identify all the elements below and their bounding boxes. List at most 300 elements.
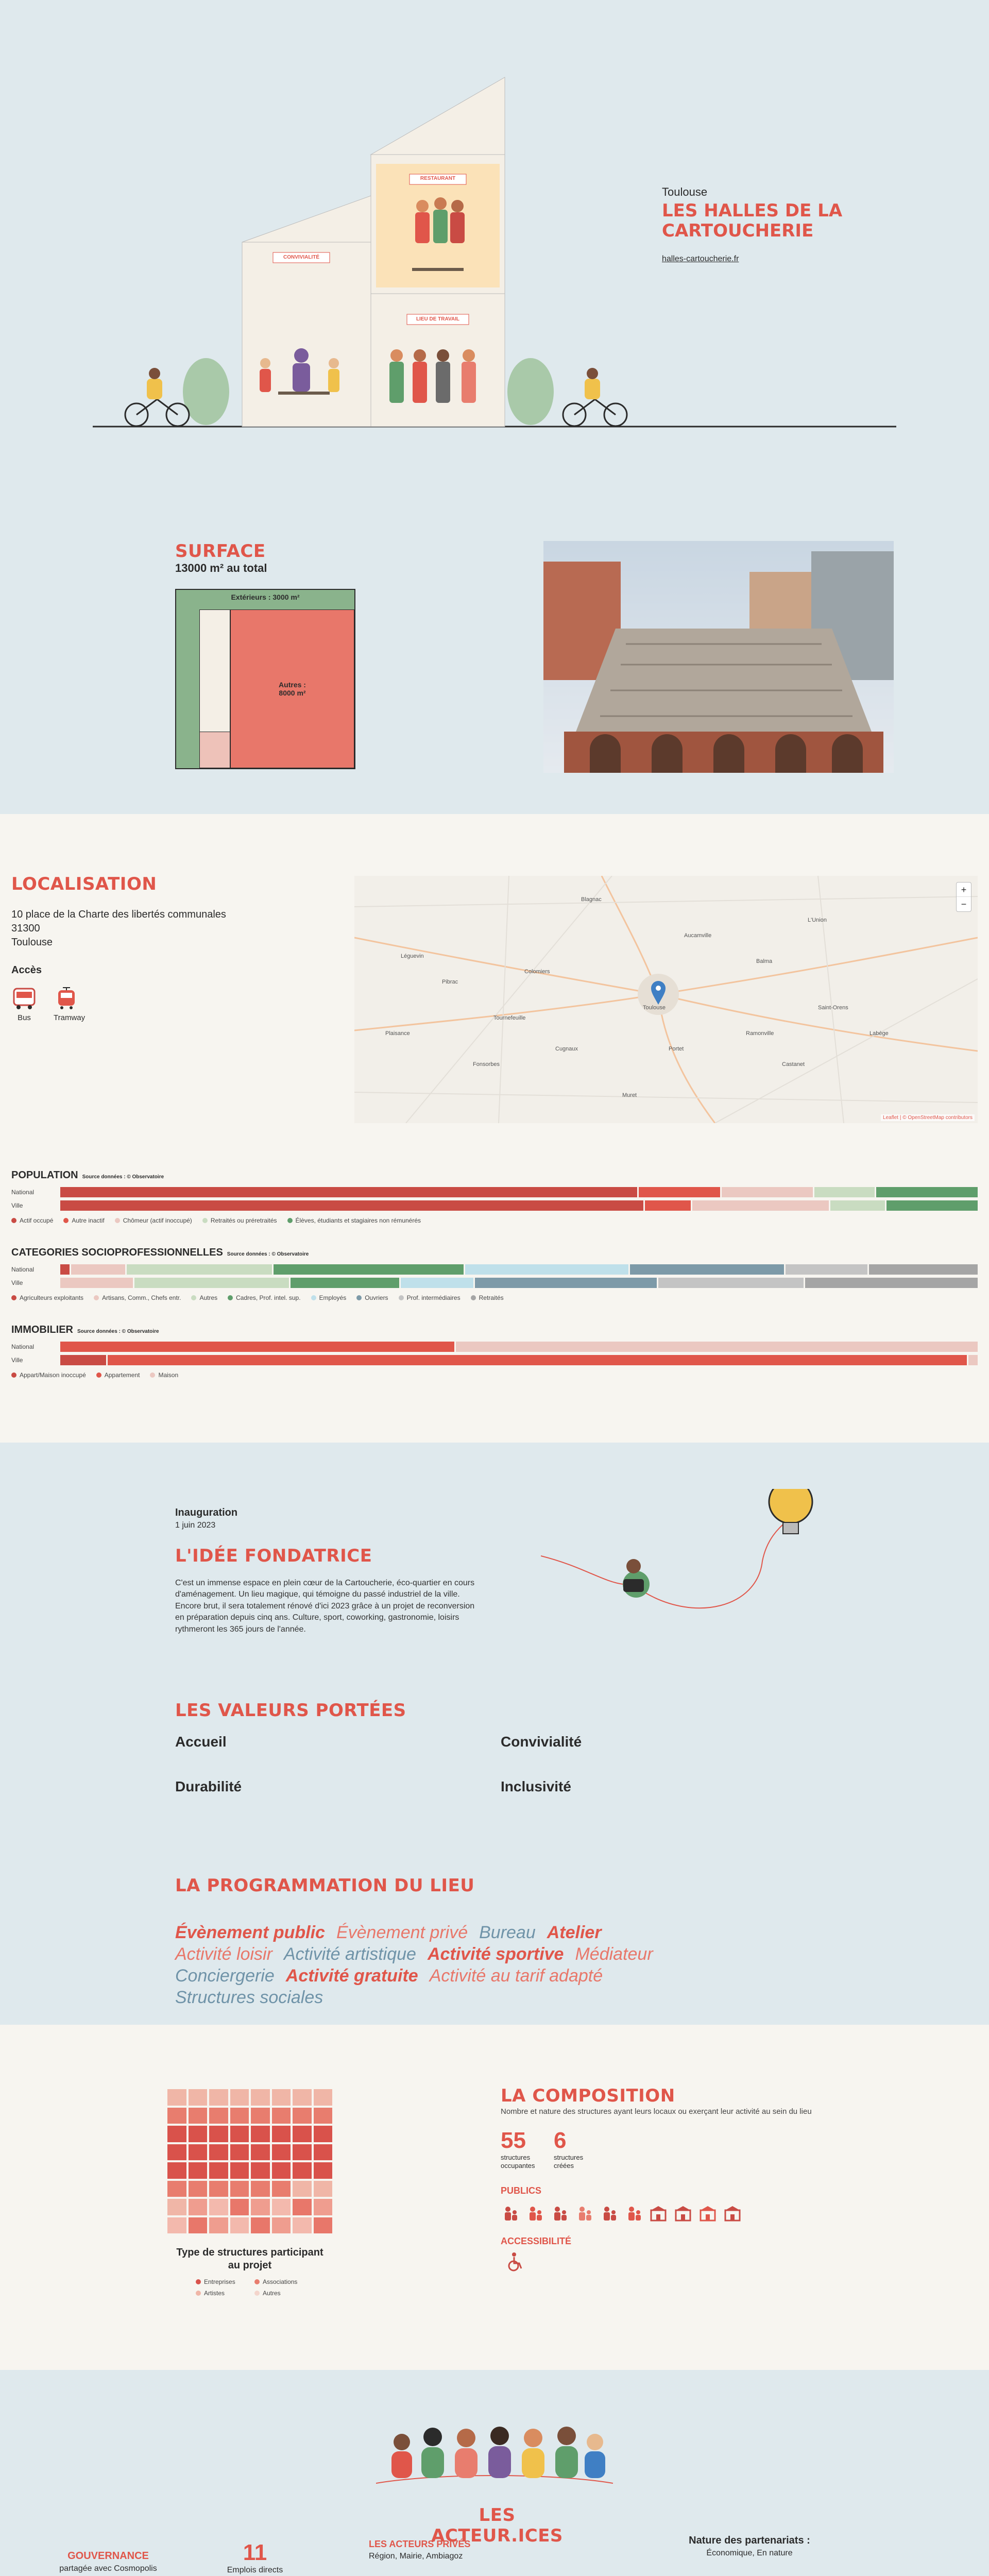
structure-cell bbox=[209, 2199, 228, 2215]
surface-other-block bbox=[230, 609, 354, 768]
bar-segment bbox=[456, 1342, 978, 1352]
stat-occupantes bbox=[501, 2128, 547, 2170]
stacked-bar bbox=[60, 1342, 978, 1352]
legend-label: Retraités bbox=[479, 1294, 504, 1301]
stats-row bbox=[11, 1187, 978, 1197]
legend-swatch bbox=[11, 1372, 16, 1378]
senior-icon bbox=[525, 2205, 544, 2222]
structure-cell bbox=[209, 2162, 228, 2179]
association-icon bbox=[698, 2205, 717, 2222]
structures-caption: Type de structures participant au projet bbox=[176, 2247, 323, 2271]
legend-item bbox=[254, 2278, 309, 2285]
stat-creees-value: 6 bbox=[554, 2128, 567, 2153]
tram-icon bbox=[54, 987, 79, 1010]
bar-segment bbox=[60, 1355, 106, 1365]
legend-swatch bbox=[94, 1295, 99, 1300]
bar-segment bbox=[692, 1200, 829, 1211]
structure-cell bbox=[230, 2108, 249, 2124]
programme-item: Évènement privé bbox=[336, 1923, 468, 1942]
legend-item bbox=[150, 1371, 178, 1379]
legend-item bbox=[228, 1294, 300, 1301]
actors-illustration bbox=[376, 2421, 613, 2494]
legend-label: Appartement bbox=[104, 1371, 140, 1379]
legend-swatch bbox=[311, 1295, 316, 1300]
map-place-label: Balma bbox=[756, 958, 773, 964]
structure-cell bbox=[167, 2089, 186, 2106]
actors-heading: LES ACTEUR.ICES bbox=[431, 2505, 563, 2546]
bar-segment bbox=[722, 1187, 813, 1197]
legend-label: Agriculteurs exploitants bbox=[20, 1294, 84, 1301]
jobs-label: Emplois directs bbox=[227, 2566, 283, 2574]
programme-item: Activité sportive bbox=[427, 1944, 564, 1964]
legend-swatch bbox=[254, 2279, 260, 2284]
hero-section bbox=[0, 0, 989, 464]
stats-section bbox=[0, 1144, 989, 1443]
bar-segment bbox=[60, 1342, 454, 1352]
access-bus bbox=[11, 987, 37, 1022]
stats-title: POPULATION bbox=[11, 1170, 78, 1181]
company-icon bbox=[674, 2205, 692, 2222]
structure-cell bbox=[230, 2144, 249, 2161]
map-place-label: Blagnac bbox=[581, 896, 602, 903]
child-icon bbox=[550, 2205, 569, 2222]
composition-section bbox=[0, 2025, 989, 2370]
legend-swatch bbox=[228, 1295, 233, 1300]
surface-chart bbox=[175, 589, 355, 769]
legend-item bbox=[191, 1294, 217, 1301]
stats-source: Source données : © Observatoire bbox=[82, 1174, 164, 1180]
structure-cell bbox=[251, 2162, 270, 2179]
structure-cell bbox=[230, 2089, 249, 2106]
stats-row-label: National bbox=[11, 1189, 35, 1196]
bar-segment bbox=[274, 1264, 464, 1275]
legend-item bbox=[196, 2278, 250, 2285]
legend-item bbox=[115, 1217, 192, 1224]
actors-section bbox=[0, 2370, 989, 2576]
stats-row bbox=[11, 1278, 978, 1288]
bar-segment bbox=[876, 1187, 978, 1197]
legend-item bbox=[11, 1371, 86, 1379]
structure-cell bbox=[251, 2181, 270, 2197]
legend-item bbox=[196, 2290, 250, 2297]
bar-segment bbox=[134, 1278, 289, 1288]
map-roads bbox=[354, 876, 978, 1123]
structure-cell bbox=[189, 2199, 208, 2215]
structure-cell bbox=[209, 2217, 228, 2234]
legend-label: Employés bbox=[319, 1294, 347, 1301]
map-place-label: Fonsorbes bbox=[473, 1061, 500, 1067]
surface-heading: SURFACE bbox=[175, 541, 266, 562]
stats-row bbox=[11, 1264, 978, 1275]
legend-swatch bbox=[287, 1218, 293, 1223]
structure-cell bbox=[167, 2144, 186, 2161]
stats-source: Source données : © Observatoire bbox=[77, 1329, 159, 1334]
structure-cell bbox=[189, 2144, 208, 2161]
jobs-value: 11 bbox=[243, 2540, 267, 2565]
map-place-label: Ramonville bbox=[746, 1030, 774, 1037]
bar-segment bbox=[630, 1264, 784, 1275]
partnership-title: Nature des partenariats : bbox=[689, 2535, 810, 2546]
value-inclusivite: Inclusivité bbox=[501, 1778, 571, 1794]
stats-row-label: National bbox=[11, 1266, 35, 1273]
structure-cell bbox=[230, 2217, 249, 2234]
programme-item: Activité au tarif adapté bbox=[429, 1966, 603, 1986]
legend-item bbox=[311, 1294, 347, 1301]
inauguration-date: 1 juin 2023 bbox=[175, 1521, 216, 1530]
localisation-section bbox=[0, 814, 989, 1144]
jobs bbox=[216, 2540, 294, 2575]
family-icon bbox=[501, 2205, 519, 2222]
structure-cell bbox=[209, 2108, 228, 2124]
stat-creees bbox=[554, 2128, 600, 2170]
bar-segment bbox=[814, 1187, 875, 1197]
legend-swatch bbox=[11, 1218, 16, 1223]
structure-cell bbox=[230, 2162, 249, 2179]
legend-item bbox=[254, 2290, 309, 2297]
legend-label: Associations bbox=[263, 2278, 298, 2285]
legend-swatch bbox=[399, 1295, 404, 1300]
private-actors bbox=[369, 2539, 523, 2561]
structure-cell bbox=[272, 2217, 291, 2234]
legend-label: Prof. intermédiaires bbox=[406, 1294, 461, 1301]
bar-segment bbox=[108, 1355, 967, 1365]
legend-label: Actif occupé bbox=[20, 1217, 54, 1224]
bar-segment bbox=[465, 1264, 628, 1275]
legend-item bbox=[11, 1294, 83, 1301]
map-place-label: Muret bbox=[622, 1092, 637, 1098]
publics-icons bbox=[501, 2205, 742, 2222]
access-tram-label: Tramway bbox=[54, 1013, 86, 1022]
map-attribution[interactable]: Leaflet | © OpenStreetMap contributors bbox=[881, 1114, 975, 1121]
structure-cell bbox=[314, 2089, 333, 2106]
legend-item bbox=[399, 1294, 461, 1301]
bar-segment bbox=[786, 1264, 867, 1275]
bus-icon bbox=[11, 987, 37, 1010]
surface-other-value: 8000 m² bbox=[279, 689, 306, 697]
about-section bbox=[0, 1443, 989, 2025]
legend-item bbox=[356, 1294, 388, 1301]
value-durabilite: Durabilité bbox=[175, 1778, 242, 1794]
structure-cell bbox=[314, 2108, 333, 2124]
structure-cell bbox=[272, 2162, 291, 2179]
structure-cell bbox=[230, 2181, 249, 2197]
tourist-icon bbox=[624, 2205, 643, 2222]
address-street: 10 place de la Charte des libertés communales bbox=[11, 909, 226, 920]
composition-heading: LA COMPOSITION bbox=[501, 2086, 675, 2106]
partnership bbox=[664, 2535, 834, 2558]
bar-segment bbox=[71, 1264, 126, 1275]
structure-cell bbox=[314, 2181, 333, 2197]
stacked-bar bbox=[60, 1187, 978, 1197]
legend-label: Cadres, Prof. intel. sup. bbox=[236, 1294, 301, 1301]
stats-legend bbox=[11, 1371, 178, 1379]
surface-total: 13000 m² au total bbox=[175, 562, 267, 574]
structure-cell bbox=[189, 2108, 208, 2124]
address-city: Toulouse bbox=[11, 937, 53, 948]
legend-swatch bbox=[96, 1372, 101, 1378]
bar-segment bbox=[645, 1200, 690, 1211]
programme-item: Médiateur bbox=[575, 1944, 653, 1964]
structure-cell bbox=[293, 2126, 312, 2142]
structure-cell bbox=[314, 2217, 333, 2234]
bar-segment bbox=[401, 1278, 473, 1288]
stats-row-label: Ville bbox=[11, 1202, 23, 1209]
surface-exterior-label: Extérieurs : 3000 m² bbox=[231, 593, 300, 601]
legend-label: Autre inactif bbox=[72, 1217, 105, 1224]
legend-swatch bbox=[191, 1295, 196, 1300]
legend-swatch bbox=[11, 1295, 16, 1300]
legend-item bbox=[287, 1217, 421, 1224]
map-place-label: Plaisance bbox=[385, 1030, 410, 1037]
access-bus-label: Bus bbox=[18, 1013, 31, 1022]
idea-text: C'est un immense espace en plein cœur de la Cartoucherie, éco-quartier en cours d'aménagement. Un lieu magique, qui témoigne du passé industriel de la ville. Encore brut, il sera totalement rénové d'ici 2023 grâce à un projet de reconversion en préparation depuis cinq ans. Culture, sport, coworking, gastronomie, loisirs rythmeront les 365 jours de l'année. bbox=[175, 1579, 475, 1634]
legend-label: Entreprises bbox=[204, 2278, 235, 2285]
structure-cell bbox=[167, 2126, 186, 2142]
stats-row bbox=[11, 1342, 978, 1352]
legend-swatch bbox=[115, 1218, 120, 1223]
stats-legend bbox=[11, 1217, 421, 1224]
location-map[interactable] bbox=[354, 876, 978, 1123]
structure-cell bbox=[167, 2108, 186, 2124]
legend-swatch bbox=[196, 2279, 201, 2284]
legend-label: Maison bbox=[158, 1371, 179, 1379]
student-icon bbox=[575, 2205, 593, 2222]
stats-row-label: National bbox=[11, 1343, 35, 1350]
legend-label: Appart/Maison inoccupé bbox=[20, 1371, 86, 1379]
map-zoom-out[interactable]: − bbox=[961, 899, 967, 909]
structure-cell bbox=[209, 2144, 228, 2161]
values-heading: LES VALEURS PORTÉES bbox=[175, 1700, 406, 1721]
structure-cell bbox=[230, 2126, 249, 2142]
structure-cell bbox=[209, 2181, 228, 2197]
structures-legend bbox=[196, 2278, 309, 2297]
floor-label-travail: LIEU DE TRAVAIL bbox=[416, 316, 460, 322]
access-tram bbox=[54, 987, 85, 1022]
structure-cell bbox=[230, 2199, 249, 2215]
gouvernance-title: GOUVERNANCE bbox=[67, 2550, 149, 2562]
programme-item: Activité artistique bbox=[283, 1944, 416, 1964]
stats-row-label: Ville bbox=[11, 1279, 23, 1286]
structure-cell bbox=[314, 2144, 333, 2161]
stats-row-label: Ville bbox=[11, 1357, 23, 1364]
private-actors-title: LES ACTEURS PRIVÉS bbox=[369, 2539, 471, 2549]
legend-label: Ouvriers bbox=[365, 1294, 388, 1301]
worker-icon bbox=[600, 2205, 618, 2222]
stacked-bar bbox=[60, 1355, 978, 1365]
map-place-label: Labège bbox=[869, 1030, 889, 1037]
structure-cell bbox=[293, 2181, 312, 2197]
stacked-bar bbox=[60, 1200, 978, 1211]
stats-block-title bbox=[11, 1170, 978, 1181]
programme-item: Structures sociales bbox=[175, 1988, 323, 2007]
legend-label: Chômeur (actif inoccupé) bbox=[123, 1217, 192, 1224]
programme-item: Activité gratuite bbox=[285, 1966, 418, 1986]
structure-cell bbox=[251, 2199, 270, 2215]
stats-block-title bbox=[11, 1247, 978, 1259]
hero-text bbox=[662, 185, 878, 264]
neighbour-icon bbox=[649, 2205, 668, 2222]
localisation-heading: LOCALISATION bbox=[11, 874, 157, 894]
stats-legend bbox=[11, 1294, 504, 1301]
stacked-bar bbox=[60, 1278, 978, 1288]
map-zoom-controls bbox=[956, 882, 971, 912]
structure-cell bbox=[167, 2199, 186, 2215]
stacked-bar bbox=[60, 1264, 978, 1275]
value-accueil: Accueil bbox=[175, 1734, 227, 1750]
website-link[interactable]: halles-cartoucherie.fr bbox=[662, 255, 739, 264]
legend-label: Autres bbox=[199, 1294, 218, 1301]
publics-heading: PUBLICS bbox=[501, 2185, 542, 2196]
map-place-label: Aucamville bbox=[684, 933, 712, 939]
structure-cell bbox=[314, 2162, 333, 2179]
structure-cell bbox=[293, 2089, 312, 2106]
bar-segment bbox=[60, 1200, 643, 1211]
structures-grid bbox=[167, 2089, 332, 2233]
map-zoom-in[interactable]: + bbox=[957, 883, 971, 897]
structure-cell bbox=[272, 2108, 291, 2124]
stats-source: Source données : © Observatoire bbox=[227, 1251, 309, 1257]
structure-cell bbox=[209, 2089, 228, 2106]
legend-label: Artisans, Comm., Chefs entr. bbox=[102, 1294, 181, 1301]
structure-cell bbox=[251, 2126, 270, 2142]
structure-cell bbox=[167, 2162, 186, 2179]
legend-swatch bbox=[356, 1295, 362, 1300]
stats-block-csp bbox=[11, 1247, 978, 1301]
map-place-label: Léguevin bbox=[401, 953, 424, 959]
map-place-label: Tournefeuille bbox=[493, 1015, 526, 1021]
stats-title: CATEGORIES SOCIOPROFESSIONNELLES bbox=[11, 1247, 223, 1258]
programme-item: Évènement public bbox=[175, 1923, 325, 1942]
structure-cell bbox=[314, 2199, 333, 2215]
inauguration-title: Inauguration bbox=[175, 1507, 238, 1518]
structure-cell bbox=[189, 2162, 208, 2179]
programmation-heading: LA PROGRAMMATION DU LIEU bbox=[175, 1875, 475, 1896]
partnership-text: Économique, En nature bbox=[706, 2549, 793, 2557]
programmation-list bbox=[175, 1922, 690, 2008]
address-block bbox=[11, 908, 226, 950]
aerial-photo bbox=[543, 541, 894, 773]
stat-occupantes-label: structures occupantes bbox=[501, 2154, 535, 2170]
idea-heading: L'IDÉE FONDATRICE bbox=[175, 1546, 372, 1566]
map-place-label: Toulouse bbox=[643, 1005, 666, 1011]
bar-segment bbox=[658, 1278, 804, 1288]
access-heading: ACCESSIBILITÉ bbox=[501, 2236, 572, 2246]
map-place-label: Colomiers bbox=[524, 969, 550, 975]
stats-row bbox=[11, 1355, 978, 1365]
gouvernance bbox=[44, 2550, 173, 2573]
structure-cell bbox=[251, 2144, 270, 2161]
structure-cell bbox=[272, 2181, 291, 2197]
legend-label: Élèves, étudiants et stagiaires non rémunérés bbox=[295, 1217, 421, 1224]
structure-cell bbox=[189, 2089, 208, 2106]
floor-label-restaurant: RESTAURANT bbox=[420, 176, 456, 181]
idea-illustration bbox=[541, 1489, 860, 1664]
composition-subtitle: Nombre et nature des structures ayant leurs locaux ou exerçant leur activité au sein du lieu bbox=[501, 2107, 812, 2116]
access-list bbox=[11, 987, 85, 1022]
programme-item: Conciergerie bbox=[175, 1966, 275, 1986]
structure-cell bbox=[293, 2217, 312, 2234]
legend-item bbox=[96, 1371, 140, 1379]
legend-item bbox=[63, 1217, 104, 1224]
bar-segment bbox=[60, 1278, 133, 1288]
legend-swatch bbox=[150, 1372, 155, 1378]
hero-city: Toulouse bbox=[662, 185, 708, 198]
structure-cell bbox=[251, 2089, 270, 2106]
gouvernance-text: partagée avec Cosmopolis bbox=[59, 2564, 157, 2573]
structure-cell bbox=[167, 2181, 186, 2197]
stat-occupantes-value: 55 bbox=[501, 2128, 526, 2153]
stats-title: IMMOBILIER bbox=[11, 1324, 73, 1335]
structure-cell bbox=[293, 2144, 312, 2161]
legend-label: Retraités ou préretraités bbox=[210, 1217, 277, 1224]
structure-cell bbox=[251, 2217, 270, 2234]
hero-title bbox=[662, 201, 878, 241]
surface-inner-left-low bbox=[199, 732, 230, 768]
structure-cell bbox=[189, 2217, 208, 2234]
map-place-label: Saint-Orens bbox=[818, 1005, 848, 1011]
stats-block-title bbox=[11, 1324, 978, 1336]
structure-cell bbox=[293, 2199, 312, 2215]
bar-segment bbox=[869, 1264, 978, 1275]
bar-segment bbox=[60, 1264, 70, 1275]
map-place-label: Portet bbox=[669, 1046, 684, 1052]
bar-segment bbox=[60, 1187, 637, 1197]
structure-cell bbox=[209, 2126, 228, 2142]
surface-other-label: Autres : bbox=[279, 681, 306, 689]
legend-swatch bbox=[202, 1218, 208, 1223]
hero-title-line1: LES HALLES DE LA bbox=[662, 200, 843, 221]
bar-segment bbox=[886, 1200, 978, 1211]
structure-cell bbox=[251, 2108, 270, 2124]
bar-segment bbox=[968, 1355, 978, 1365]
structure-cell bbox=[189, 2126, 208, 2142]
legend-item bbox=[471, 1294, 504, 1301]
floor-label-convivialite: CONVIVIALITÉ bbox=[283, 255, 319, 260]
bar-segment bbox=[291, 1278, 400, 1288]
stats-block-population bbox=[11, 1170, 978, 1224]
map-place-label: Pibrac bbox=[442, 979, 458, 985]
structure-cell bbox=[272, 2144, 291, 2161]
structure-cell bbox=[189, 2181, 208, 2197]
private-actors-text: Région, Mairie, Ambiagoz bbox=[369, 2552, 463, 2561]
structure-cell bbox=[167, 2217, 186, 2234]
legend-item bbox=[11, 1217, 53, 1224]
hero-title-line2: CARTOUCHERIE bbox=[662, 221, 814, 242]
wheelchair-icon bbox=[505, 2251, 525, 2272]
value-convivialite: Convivialité bbox=[501, 1734, 582, 1750]
bar-segment bbox=[475, 1278, 657, 1288]
bar-segment bbox=[830, 1200, 885, 1211]
map-place-label: Cugnaux bbox=[555, 1046, 578, 1052]
cyclist-left bbox=[125, 368, 189, 426]
legend-swatch bbox=[471, 1295, 476, 1300]
bar-segment bbox=[639, 1187, 720, 1197]
legend-swatch bbox=[63, 1218, 69, 1223]
map-place-label: Castanet bbox=[782, 1061, 805, 1067]
address-zip: 31300 bbox=[11, 923, 40, 934]
structure-cell bbox=[314, 2126, 333, 2142]
stats-row bbox=[11, 1200, 978, 1211]
bar-segment bbox=[127, 1264, 272, 1275]
city-icon bbox=[723, 2205, 742, 2222]
structure-cell bbox=[272, 2126, 291, 2142]
legend-item bbox=[202, 1217, 277, 1224]
structure-cell bbox=[293, 2162, 312, 2179]
legend-item bbox=[94, 1294, 181, 1301]
stats-block-immobilier bbox=[11, 1324, 978, 1379]
structure-cell bbox=[272, 2089, 291, 2106]
legend-swatch bbox=[254, 2291, 260, 2296]
